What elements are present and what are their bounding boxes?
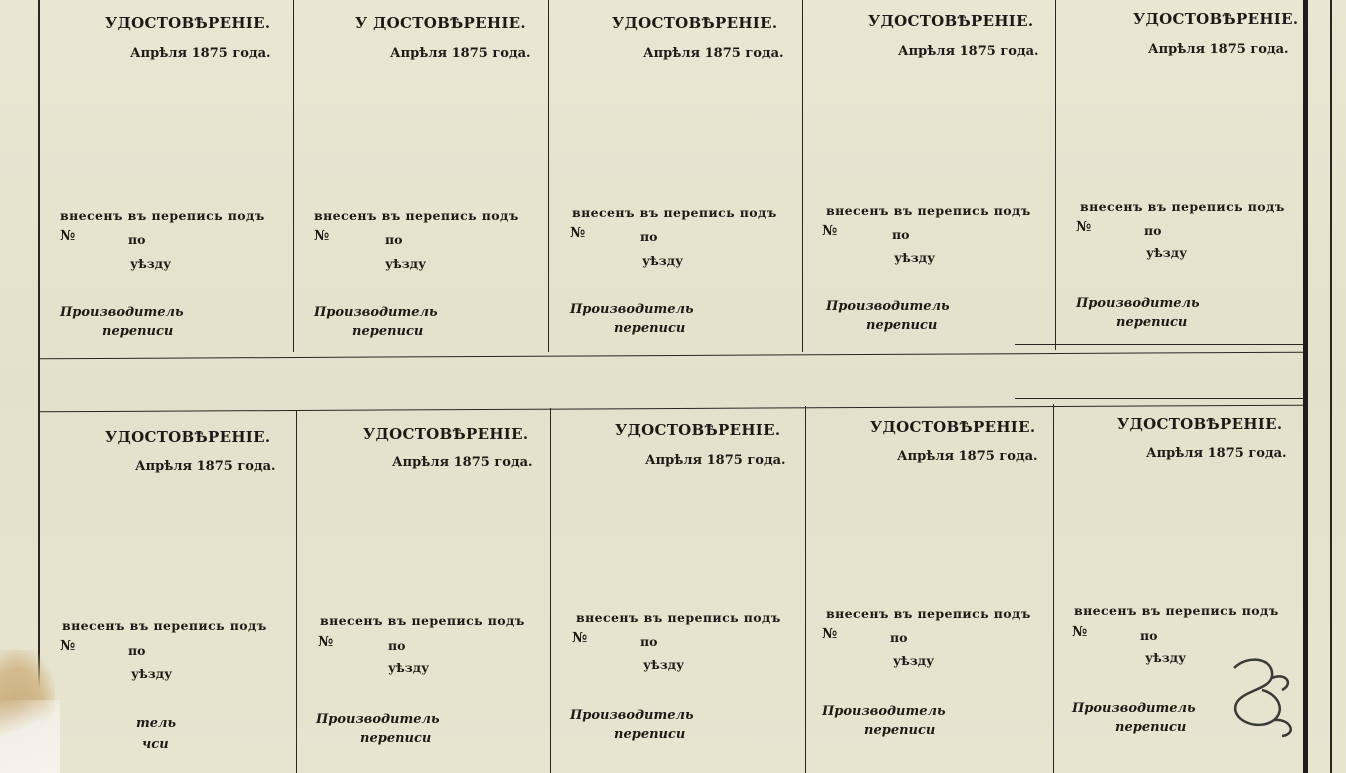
column-divider <box>802 0 803 352</box>
date-line: Апрѣля 1875 года. <box>1148 42 1289 57</box>
census-label: переписи <box>1116 315 1188 330</box>
po-label: по <box>640 634 658 649</box>
entered-line: внесенъ въ перепись подъ <box>60 208 265 223</box>
uezd-label: уѣзду <box>894 250 936 265</box>
certificate-title: УДОСТОВѢРЕНІЕ. <box>363 425 529 443</box>
number-sign: № <box>314 228 330 244</box>
certificate-title: У ДОСТОВѢРЕНІЕ. <box>355 14 526 32</box>
census-label: переписи <box>1115 720 1187 735</box>
certificate-title: УДОСТОВѢРЕНІЕ. <box>615 421 781 439</box>
date-line: Апрѣля 1875 года. <box>897 449 1038 464</box>
column-divider <box>1053 404 1054 773</box>
number-sign: № <box>318 634 334 650</box>
po-label: по <box>128 232 146 247</box>
entered-line: внесенъ въ перепись подъ <box>320 613 525 628</box>
producer-label: Производитель <box>316 712 440 727</box>
handwritten-number <box>1212 650 1302 740</box>
column-divider <box>296 410 297 773</box>
right-border <box>1303 0 1308 773</box>
entered-line: внесенъ въ перепись подъ <box>572 205 777 220</box>
uezd-label: уѣзду <box>385 256 427 271</box>
census-label: переписи <box>866 318 938 333</box>
entered-line: внесенъ въ перепись подъ <box>62 618 267 633</box>
po-label: по <box>1144 223 1162 238</box>
number-sign: № <box>1076 219 1092 235</box>
census-label: переписи <box>360 731 432 746</box>
po-label: по <box>890 630 908 645</box>
number-sign: № <box>60 228 76 244</box>
column-divider <box>1055 0 1056 350</box>
date-line: Апрѣля 1875 года. <box>1146 446 1287 461</box>
census-label: переписи <box>102 324 174 339</box>
producer-label: Производитель <box>1076 296 1200 311</box>
column-divider <box>293 0 294 352</box>
census-label-torn: чси <box>142 737 169 752</box>
po-label: по <box>640 229 658 244</box>
date-line: Апрѣля 1875 года. <box>392 455 533 470</box>
column-divider <box>550 408 551 773</box>
uezd-label: уѣзду <box>893 653 935 668</box>
certificate-title: УДОСТОВѢРЕНІЕ. <box>612 14 778 32</box>
entered-line: внесенъ въ перепись подъ <box>826 606 1031 621</box>
po-label: по <box>385 232 403 247</box>
number-sign: № <box>572 630 588 646</box>
uezd-label: уѣзду <box>130 256 172 271</box>
entered-line: внесенъ въ перепись подъ <box>826 203 1031 218</box>
producer-label-torn: тель <box>136 716 177 731</box>
certificate-title: УДОСТОВѢРЕНІЕ. <box>1133 10 1299 28</box>
uezd-label: уѣзду <box>388 660 430 675</box>
number-sign: № <box>570 225 586 241</box>
svg-text:83: 83 <box>1257 738 1259 739</box>
uezd-label: уѣзду <box>643 657 685 672</box>
number-sign: № <box>1072 624 1088 640</box>
date-line: Апрѣля 1875 года. <box>643 46 784 61</box>
census-label: переписи <box>864 723 936 738</box>
date-line: Апрѣля 1875 года. <box>390 46 531 61</box>
uezd-label: уѣзду <box>1146 245 1188 260</box>
certificate-title: УДОСТОВѢРЕНІЕ. <box>870 418 1036 436</box>
column-divider <box>805 406 806 773</box>
uezd-label: уѣзду <box>642 253 684 268</box>
entered-line: внесенъ въ перепись подъ <box>314 208 519 223</box>
stub-line <box>1015 398 1305 399</box>
entered-line: внесенъ въ перепись подъ <box>1074 603 1279 618</box>
certificate-title: УДОСТОВѢРЕНІЕ. <box>105 428 271 446</box>
po-label: по <box>1140 628 1158 643</box>
certificate-title: УДОСТОВѢРЕНІЕ. <box>1117 415 1283 433</box>
census-label: переписи <box>352 324 424 339</box>
uezd-label: уѣзду <box>1145 650 1187 665</box>
producer-label: Производитель <box>1072 701 1196 716</box>
producer-label: Производитель <box>60 305 184 320</box>
number-sign: № <box>60 638 76 654</box>
row-divider <box>40 405 1304 413</box>
certificate-title: УДОСТОВѢРЕНІЕ. <box>105 14 271 32</box>
entered-line: внесенъ въ перепись подъ <box>1080 199 1285 214</box>
stub-line <box>1015 344 1305 345</box>
producer-label: Производитель <box>826 299 950 314</box>
row-divider <box>40 352 1304 360</box>
number-sign: № <box>822 626 838 642</box>
po-label: по <box>892 227 910 242</box>
census-label: переписи <box>614 321 686 336</box>
entered-line: внесенъ въ перепись подъ <box>576 610 781 625</box>
date-line: Апрѣля 1875 года. <box>130 46 271 61</box>
po-label: по <box>388 638 406 653</box>
producer-label: Производитель <box>570 708 694 723</box>
census-label: переписи <box>614 727 686 742</box>
number-sign: № <box>822 223 838 239</box>
producer-label: Производитель <box>822 704 946 719</box>
certificate-title: УДОСТОВѢРЕНІЕ. <box>868 12 1034 30</box>
po-label: по <box>128 643 146 658</box>
producer-label: Производитель <box>314 305 438 320</box>
producer-label: Производитель <box>570 302 694 317</box>
paper-tear <box>0 700 60 773</box>
date-line: Апрѣля 1875 года. <box>645 453 786 468</box>
date-line: Апрѣля 1875 года. <box>898 44 1039 59</box>
uezd-label: уѣзду <box>131 666 173 681</box>
column-divider <box>548 0 549 352</box>
page-edge <box>1330 0 1332 773</box>
date-line: Апрѣля 1875 года. <box>135 459 276 474</box>
